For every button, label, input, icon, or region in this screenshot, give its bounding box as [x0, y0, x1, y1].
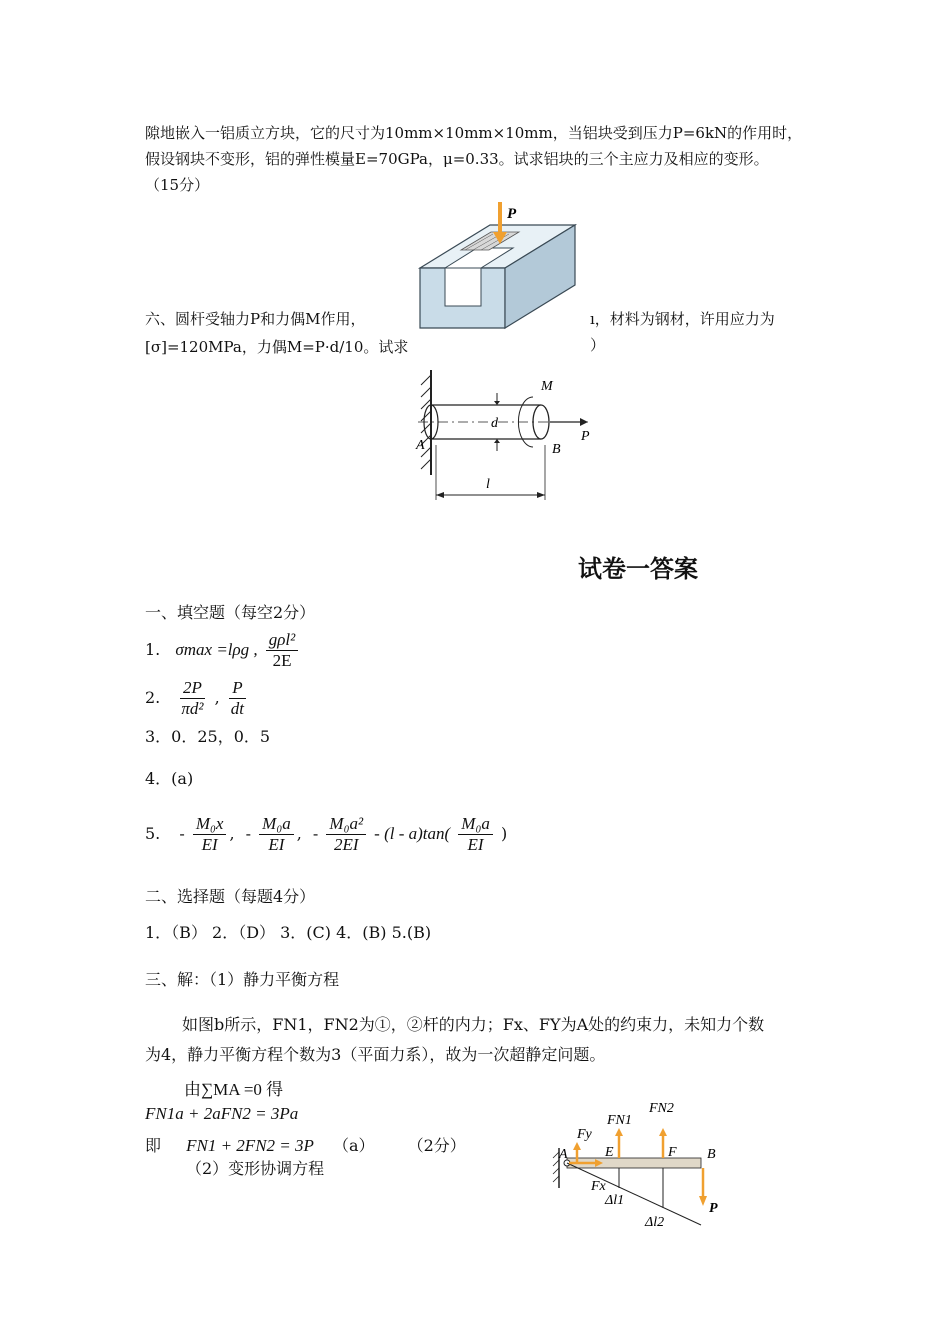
load-label-P: P: [507, 206, 517, 222]
problem5-line2: 假设钢块不变形，铝的弹性模量E=70GPa，μ=0.33。试求铝块的三个主应力及相应的变形。: [145, 150, 769, 168]
label-FN2: FN2: [649, 1101, 674, 1116]
choice-answers: 1．（B） 2．（D） 3．(C) 4．(B) 5.(B): [145, 923, 432, 942]
label-FN1: FN1: [607, 1113, 632, 1128]
label-dl1: Δl1: [605, 1193, 625, 1208]
label-F: F: [668, 1145, 677, 1160]
section3-para2: 为4，静力平衡方程个数为3（平面力系），故为一次超静定问题。: [145, 1045, 606, 1064]
problem6-line2: [σ]=120MPa，力偶M=P·d/10。试求: [145, 338, 409, 356]
step2-heading: （2）变形协调方程: [186, 1159, 325, 1178]
problem6-line1-left: 六、圆杆受轴力P和力偶M作用，: [145, 310, 366, 328]
rod-figure: [398, 365, 608, 510]
answer-4: 4．(a): [145, 769, 194, 788]
slot-front: [445, 268, 481, 306]
label-B: B: [707, 1147, 716, 1162]
answer-3: 3．0．25，0．5: [145, 727, 271, 746]
section2-heading: 二、选择题（每题4分）: [145, 887, 316, 906]
label-Fx: Fx: [591, 1179, 606, 1194]
label-A: A: [559, 1147, 568, 1162]
section3-heading: 三、解：（1）静力平衡方程: [145, 970, 340, 989]
answer-title: 试卷一答案: [578, 555, 698, 583]
problem6-line1-right: ı，材料为钢材，许用应力为: [590, 310, 775, 328]
answer-2: 2. $\frac{2P}{\text{πd²}}$ , $\frac{P}{dt}$: [145, 678, 244, 718]
label-Fy: Fy: [577, 1127, 592, 1142]
block-figure: [415, 200, 580, 330]
problem5-line3: （15分）: [145, 176, 210, 194]
label-P: P: [581, 429, 590, 444]
section1-heading: 一、填空题（每空2分）: [145, 603, 316, 622]
label-d: d: [491, 416, 498, 431]
label-B: B: [552, 442, 561, 457]
equation-2: FN1a + 2aFN2 = 3Pa: [145, 1104, 299, 1123]
equation-3: 即 FN1 + 2FN2 = 3P （a） （2分）: [145, 1136, 466, 1155]
problem5-line1: 隙地嵌入一铝质立方块，它的尺寸为10mm×10mm×10mm，当铝块受到压力P=6kN的作用时，: [145, 124, 803, 142]
label-P: P: [709, 1201, 718, 1216]
label-A: A: [416, 438, 425, 453]
equation-moment: 由∑MA =0 得: [184, 1080, 284, 1099]
answer-1: 1. σmax =lρg , $\frac{\text{gρl²}}{2E}$: [145, 630, 301, 671]
figure-b: [545, 1100, 725, 1238]
label-M: M: [541, 379, 553, 394]
answer-5: 5. - $\frac{\text{M₀x}}{EI}$ , - $\frac{\text{M₀a}}{EI}$ , - $\frac{\text{M₀a²}}{2EI}$ - (l - a)tan( $\frac{\text{M₀a}}{EI}$ ): [145, 814, 508, 854]
deflection-line: [567, 1163, 701, 1225]
section3-para1: 如图b所示，FN1，FN2为①，②杆的内力；Fx、FY为A处的约束力，未知力个数: [182, 1015, 765, 1034]
label-dl2: Δl2: [645, 1215, 665, 1230]
problem6-line2-tail: ）: [590, 336, 606, 354]
label-l: l: [486, 477, 490, 492]
label-E: E: [605, 1145, 614, 1160]
